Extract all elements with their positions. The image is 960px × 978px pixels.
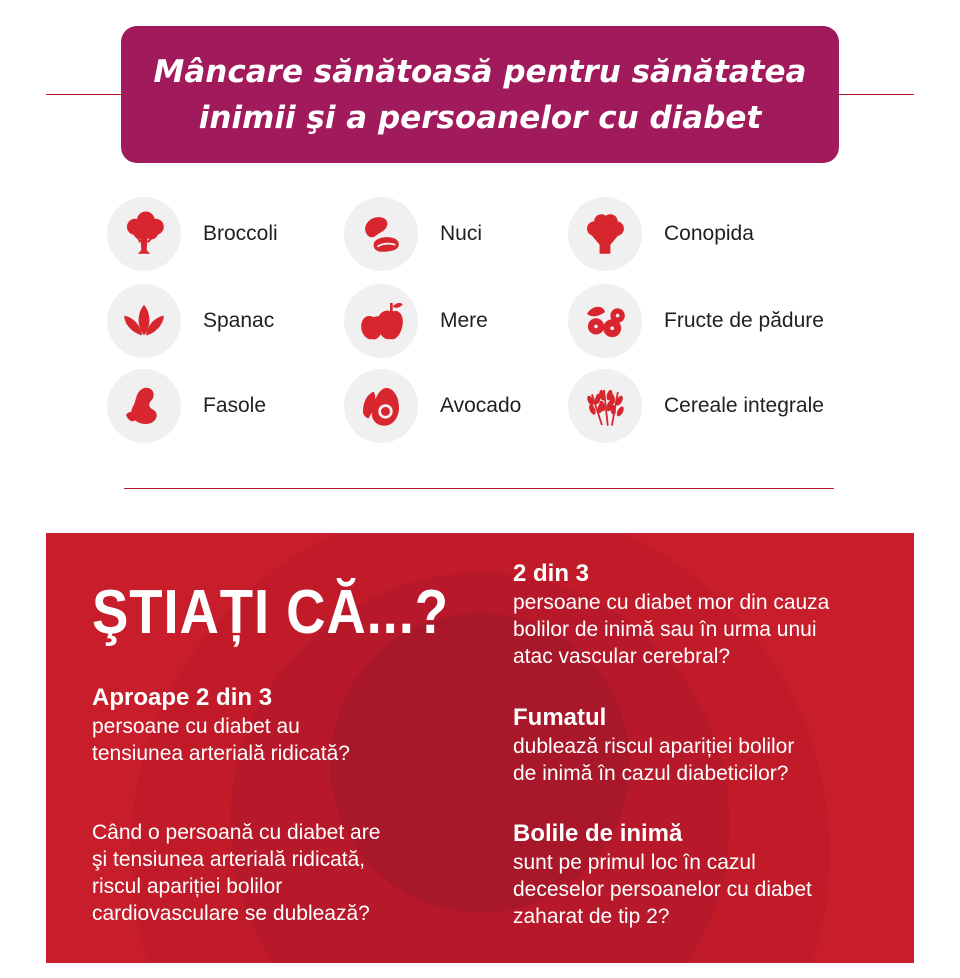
- food-apples: [344, 283, 488, 359]
- food-berries: [568, 283, 824, 359]
- fact-blood-pressure: [92, 819, 380, 927]
- fact-line: persoane cu diabet mor din cauza: [513, 591, 830, 614]
- fact-aproape-2-din-3: [92, 683, 350, 767]
- fact-line: zaharat de tip 2?: [513, 905, 670, 928]
- food-cauliflower: [568, 196, 754, 272]
- food-beans: [107, 368, 266, 444]
- fact-line: atac vascular cerebral?: [513, 645, 731, 668]
- cauliflower-icon: [568, 197, 642, 271]
- bean-icon: [107, 369, 181, 443]
- food-label: Nuci: [440, 222, 483, 245]
- fact-line: tensiunea arterială ridicată?: [92, 742, 350, 765]
- fact-2-din-3: [513, 559, 829, 670]
- avocado-icon: [344, 369, 418, 443]
- food-wheat: [568, 368, 824, 444]
- fact-heading: Fumatul: [513, 704, 607, 731]
- fact-line: cardiovasculare se dublează?: [92, 902, 370, 925]
- food-nuts: [344, 196, 482, 272]
- spinach-icon: [107, 284, 181, 358]
- berries-icon: [568, 284, 642, 358]
- fact-line: persoane cu diabet au: [92, 715, 300, 738]
- fact-line: de inimă în cazul diabeticilor?: [513, 762, 789, 785]
- facts-panel: [46, 533, 914, 963]
- fact-line: riscul apariției bolilor: [92, 875, 283, 898]
- fact-line: sunt pe primul loc în cazul: [513, 851, 756, 874]
- food-label: Mere: [440, 309, 488, 332]
- food-broccoli: [107, 196, 278, 272]
- wheat-icon: [568, 369, 642, 443]
- food-label: Fasole: [203, 394, 267, 417]
- title-line-2: inimii şi a persoanelor cu diabet: [198, 99, 762, 136]
- food-label: Fructe de pădure: [664, 309, 824, 332]
- fact-bolile-de-inima: [513, 819, 812, 930]
- apple-icon: [344, 284, 418, 358]
- facts-title: ŞTIAȚI CĂ...?: [92, 578, 449, 647]
- fact-line: bolilor de inimă sau în urma unui: [513, 618, 817, 641]
- food-label: Avocado: [440, 394, 522, 417]
- fact-heading: Bolile de inimă: [513, 820, 683, 847]
- nuts-icon: [344, 197, 418, 271]
- fact-line: şi tensiunea arterială ridicată,: [92, 848, 366, 871]
- fact-line: dublează riscul apariției bolilor: [513, 735, 795, 758]
- food-label: Spanac: [203, 309, 275, 332]
- food-label: Broccoli: [203, 222, 278, 245]
- title-banner: [121, 26, 839, 163]
- food-avocado: [344, 368, 521, 444]
- food-label: Conopida: [664, 222, 754, 245]
- fact-fumatul: [513, 703, 794, 787]
- broccoli-icon: [107, 197, 181, 271]
- fact-heading: 2 din 3: [513, 560, 590, 587]
- fact-line: Când o persoană cu diabet are: [92, 821, 381, 844]
- middle-divider: [124, 488, 834, 489]
- fact-heading: Aproape 2 din 3: [92, 684, 273, 711]
- fact-line: deceselor persoanelor cu diabet: [513, 878, 812, 901]
- title-line-1: Mâncare sănătoasă pentru sănătatea: [153, 53, 807, 90]
- food-label: Cereale integrale: [664, 394, 824, 417]
- food-spinach: [107, 283, 274, 359]
